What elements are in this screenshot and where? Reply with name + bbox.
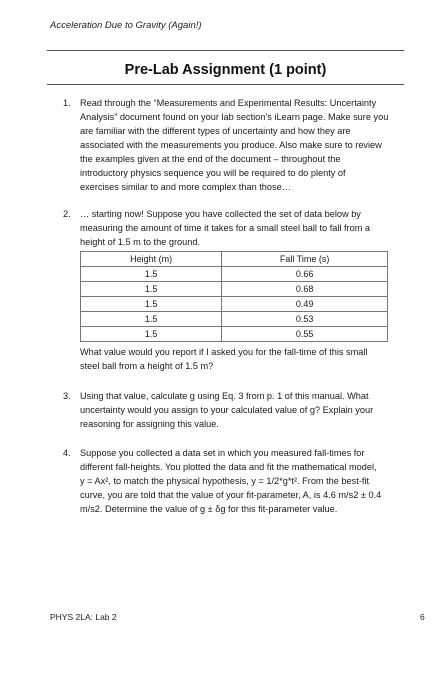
question-line: measuring the amount of time it takes for a small steel ball to fall from a [80, 223, 371, 233]
question-line: height of 1.5 m to the ground. [80, 237, 201, 247]
question-line: Suppose you collected a data set in which you measured fall-times for [80, 448, 365, 458]
question-line: exercises similar to and more complex than those… [80, 182, 291, 192]
table-row [81, 267, 388, 282]
question-line: associated with the measurements you produce. Also make sure to review [80, 140, 382, 150]
table-cell: 1.5 [81, 267, 222, 282]
table-cell: 0.55 [222, 327, 388, 342]
table-cell: 0.68 [222, 282, 388, 297]
question-line: Analysis” document found on your lab section’s iLearn page. Make sure you [80, 112, 389, 122]
question-line: steel ball from a height of 1.5 m? [80, 361, 214, 371]
question-line: Using that value, calculate g using Eq. 3 from p. 1 of this manual. What [80, 391, 369, 401]
question-line: are familiar with the different types of uncertainty and how they are [80, 126, 351, 136]
table-cell: 0.66 [222, 267, 388, 282]
column-header: Fall Time (s) [222, 252, 388, 267]
question-line: y = Ax², to match the physical hypothesis, y = 1/2*g*t². From the best-fit [80, 476, 370, 486]
question-number: 2. [63, 209, 71, 219]
table-header-row [81, 252, 388, 267]
question-line: curve, you are told that the value of your fit-parameter, A, is 4.6 m/s2 ± 0.4 [80, 490, 382, 500]
table-row [81, 297, 388, 312]
question-line: introductory physics sequence you will be required to do plenty of [80, 168, 346, 178]
question-1 [63, 96, 408, 194]
table-row [81, 327, 388, 342]
table-cell: 1.5 [81, 312, 222, 327]
data-table [80, 251, 388, 342]
question-line: … starting now! Suppose you have collected the set of data below by [80, 209, 361, 219]
table-row [81, 312, 388, 327]
table-cell: 0.53 [222, 312, 388, 327]
table-cell: 0.49 [222, 297, 388, 312]
column-header: Height (m) [81, 252, 222, 267]
question-3 [63, 389, 408, 431]
question-line: the examples given at the end of the document – throughout the [80, 154, 341, 164]
title-rule [47, 84, 404, 85]
top-rule [47, 50, 404, 51]
question-line: reasoning for assigning this value. [80, 419, 219, 429]
table-cell: 1.5 [81, 282, 222, 297]
question-line: m/s2. Determine the value of g ± δg for this fit-parameter value. [80, 504, 338, 514]
table-cell: 1.5 [81, 327, 222, 342]
table-row [81, 282, 388, 297]
question-number: 3. [63, 391, 71, 401]
question-number: 4. [63, 448, 71, 458]
question-2 [63, 207, 408, 373]
question-line: Read through the “Measurements and Experimental Results: Uncertainty [80, 98, 377, 108]
footer-course: PHYS 2LA: Lab 2 [50, 612, 117, 622]
page-number: 6 [420, 612, 425, 622]
question-line: What value would you report if I asked you for the fall-time of this small [80, 347, 368, 357]
question-line: different fall-heights. You plotted the data and fit the mathematical model, [80, 462, 377, 472]
question-number: 1. [63, 98, 71, 108]
running-header: Acceleration Due to Gravity (Again!) [50, 20, 202, 31]
question-4 [63, 446, 408, 516]
page-title: Pre-Lab Assignment (1 point) [124, 62, 327, 78]
table-cell: 1.5 [81, 297, 222, 312]
question-line: uncertainty would you assign to your calculated value of g? Explain your [80, 405, 374, 415]
